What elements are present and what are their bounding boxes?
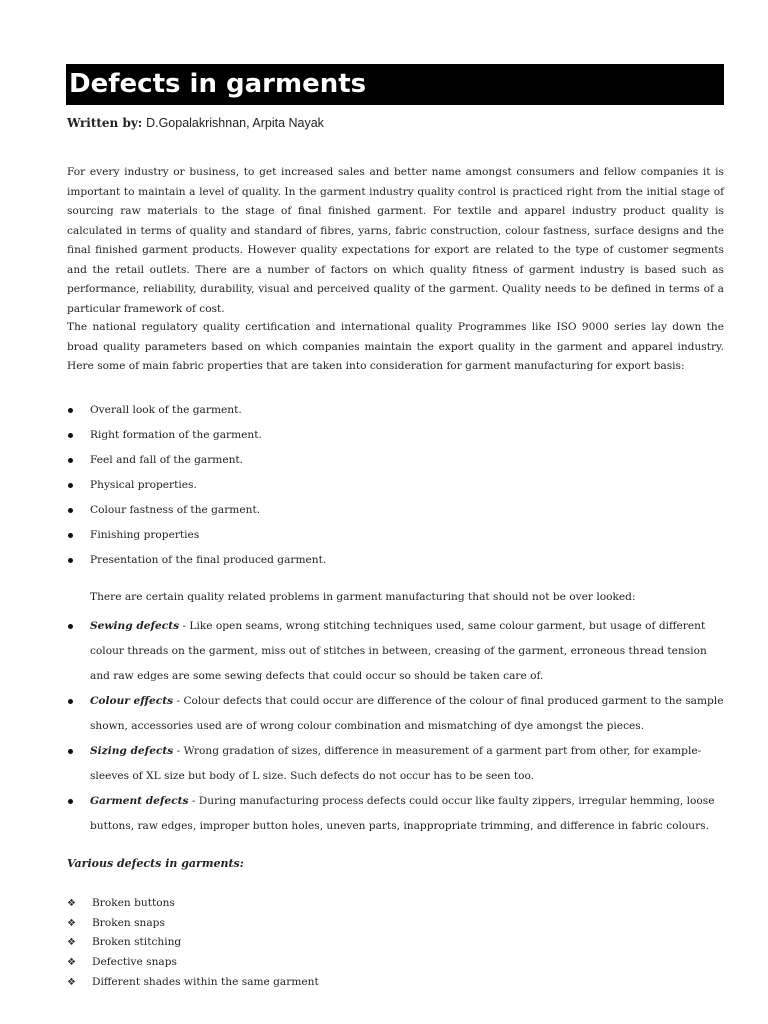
list-item [67, 953, 319, 973]
list-item-text: Presentation of the final produced garment. [90, 554, 327, 566]
intro-paragraph: For every industry or business, to get increased sales and better name amongst consumers and fellow companies it is important to maintain a level of quality. In the garment industry quality control is practiced right from the initial stage of sourcing raw materials to the stage of final finished garment. For textile and apparel industry product quality is calculated in terms of quality and standard of fibres, yarns, fabric construction, colour fastness, surface designs and the final finished garment products. However quality expectations for export are related to the type of customer segments and the retail outlets. There are a number of factors on which quality fitness of garment industry is based such as performance, reliability, durability, visual and perceived quality of the garment. Quality needs to be defined in terms of a particular framework of cost. [67, 166, 724, 315]
list-item [67, 933, 319, 953]
bullet-icon [68, 799, 73, 804]
page-title: Defects in garments [66, 64, 724, 105]
diamond-bullet-icon: ❖ [67, 957, 76, 969]
standards-paragraph: The national regulatory quality certification and international quality Programmes like ISO 9000 series lay down the broad quality parameters based on which companies maintain the export quality in the garment and apparel industry. Here some of main fabric properties that are taken into consideration for garment manufacturing for export basis: [67, 321, 724, 372]
byline-label: Written by: [67, 116, 143, 130]
list-item [67, 550, 724, 575]
byline [67, 116, 324, 130]
problems-intro: There are certain quality related problems in garment manufacturing that should not be over looked: [90, 591, 636, 603]
list-item-text: Defective snaps [92, 956, 177, 969]
problems-list [67, 614, 724, 839]
bullet-icon [68, 624, 73, 629]
list-item [67, 739, 724, 789]
defect-term: Sewing defects [90, 620, 180, 632]
defect-term: Sizing defects [90, 745, 174, 757]
list-item-text: Finishing properties [90, 529, 200, 541]
list-item [67, 914, 319, 934]
list-item [67, 400, 724, 425]
diamond-bullet-icon: ❖ [67, 917, 76, 929]
bullet-icon [68, 408, 73, 413]
list-item-text: Right formation of the garment. [90, 429, 262, 441]
bullet-icon [68, 508, 73, 513]
list-item [67, 500, 724, 525]
list-item-text: Physical properties. [90, 479, 197, 491]
bullet-icon [68, 558, 73, 563]
diamond-bullet-icon: ❖ [67, 937, 76, 949]
defect-description: - Wrong gradation of sizes, difference in measurement of a garment part from other, for example- sleeves of XL size but body of L size. Such defects do not occur has to be seen too. [90, 745, 702, 782]
bullet-icon [68, 483, 73, 488]
bullet-icon [68, 699, 73, 704]
defect-term: Colour effects [90, 695, 174, 707]
list-item [67, 425, 724, 450]
bullet-icon [68, 533, 73, 538]
defect-description: - Like open seams, wrong stitching techniques used, same colour garment, but usage of different colour threads on the garment, miss out of stitches in between, creasing of the garment, erroneous thread tension and raw edges are some sewing defects that could occur so should be taken care of. [90, 620, 707, 682]
diamond-bullet-icon: ❖ [67, 976, 76, 988]
list-item [67, 525, 724, 550]
various-defects-heading: Various defects in garments: [67, 857, 244, 870]
list-item [67, 789, 724, 839]
various-defects-list [67, 894, 319, 992]
list-item [67, 614, 724, 689]
bullet-icon [68, 433, 73, 438]
diamond-bullet-icon: ❖ [67, 898, 76, 909]
defect-description: - During manufacturing process defects could occur like faulty zippers, irregular hemming, loose buttons, raw edges, improper button holes, uneven parts, inappropriate trimming, and difference in fabric colours. [90, 795, 715, 832]
list-item [67, 894, 319, 914]
defect-description: - Colour defects that could occur are difference of the colour of final produced garment to the sample shown, accessories used are of wrong colour combination and mismatching of dye amongst the pieces. [90, 695, 724, 732]
bullet-icon [68, 749, 73, 754]
list-item-text: Feel and fall of the garment. [90, 454, 244, 466]
list-item-text: Different shades within the same garment [92, 975, 319, 988]
bullet-icon [68, 458, 73, 463]
defect-term: Garment defects [90, 795, 189, 807]
list-item-text: Broken stitching [92, 936, 182, 949]
list-item-text: Broken buttons [92, 897, 175, 909]
list-item-text: Colour fastness of the garment. [90, 504, 261, 516]
list-item-text: Broken snaps [92, 916, 165, 929]
properties-list [67, 400, 724, 575]
list-item [67, 475, 724, 500]
list-item [67, 973, 319, 993]
list-item [67, 689, 724, 739]
list-item-text: Overall look of the garment. [90, 404, 242, 416]
byline-authors: D.Gopalakrishnan, Arpita Nayak [146, 116, 324, 130]
list-item [67, 450, 724, 475]
